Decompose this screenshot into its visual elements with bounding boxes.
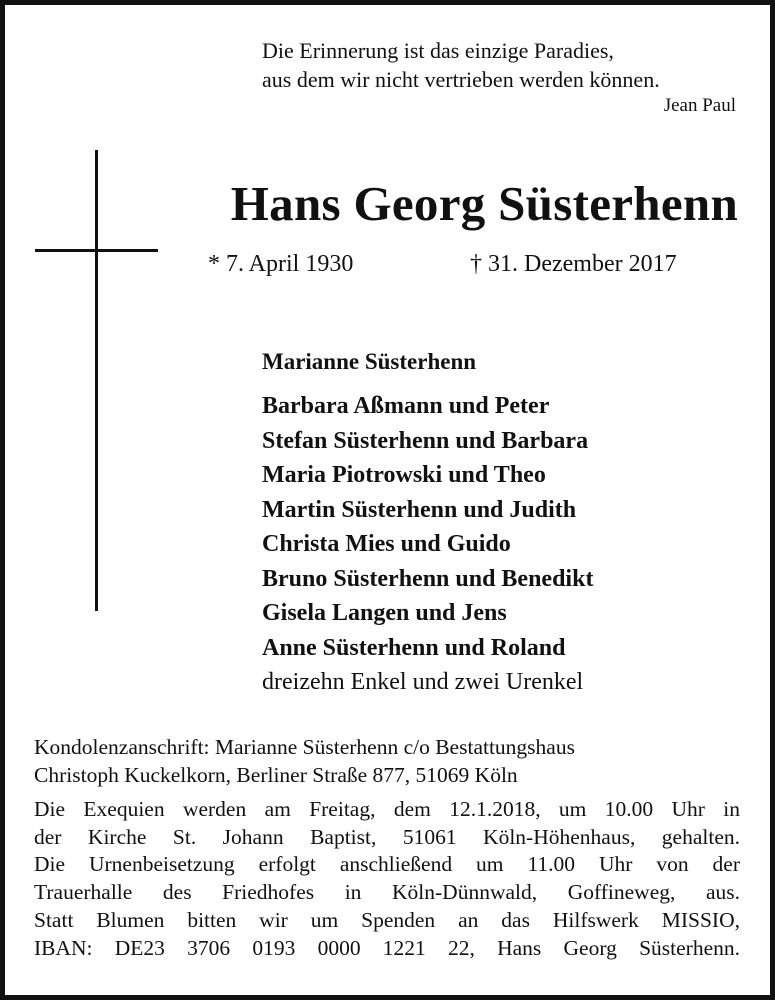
mourner-entry: Martin Süsterhenn und Judith <box>262 496 577 523</box>
service-info <box>34 796 740 962</box>
grandchildren-note: dreizehn Enkel und zwei Urenkel <box>262 669 584 695</box>
condolence-line: Kondolenzanschrift: Marianne Süsterhenn c/o Bestattungshaus <box>34 735 575 759</box>
death-date: † 31. Dezember 2017 <box>470 251 677 277</box>
service-line: der Kirche St. Johann Baptist, 51061 Köln-Höhenhaus, gehalten. <box>34 824 740 849</box>
deceased-name: Hans Georg Süsterhenn <box>230 176 738 231</box>
service-line: Trauerhalle des Friedhofes in Köln-Dünnwald, Goffineweg, aus. <box>34 880 740 905</box>
cross-vertical-bar <box>95 150 98 611</box>
mourner-entry: Christa Mies und Guido <box>262 531 511 557</box>
epigraph-line: aus dem wir nicht vertrieben werden können. <box>262 67 660 92</box>
mourner-entry: Gisela Langen und Jens <box>262 600 507 626</box>
epigraph <box>262 36 740 118</box>
condolence-line: Christoph Kuckelkorn, Berliner Straße 877, 51069 Köln <box>34 763 518 787</box>
epigraph-author: Jean Paul <box>663 95 736 116</box>
condolence-address <box>34 733 742 789</box>
service-line: Statt Blumen bitten wir um Spenden an das Hilfswerk MISSIO, <box>34 907 740 932</box>
service-line: IBAN: DE23 3706 0193 0000 1221 22, Hans Georg Süsterhenn. <box>34 935 740 960</box>
service-line: Die Exequien werden am Freitag, dem 12.1.2018, um 10.00 Uhr in <box>34 797 740 821</box>
mourner-entry: Bruno Süsterhenn und Benedikt <box>262 565 594 592</box>
service-line: Die Urnenbeisetzung erfolgt anschließend um 11.00 Uhr von der <box>34 852 740 877</box>
mourner-entry: Anne Süsterhenn und Roland <box>262 634 566 661</box>
cross-horizontal-bar <box>35 249 158 252</box>
mourner-entry: Maria Piotrowski und Theo <box>262 462 546 488</box>
mourner-spouse: Marianne Süsterhenn <box>262 349 477 374</box>
birth-date: * 7. April 1930 <box>208 251 354 277</box>
mourner-entry: Barbara Aßmann und Peter <box>262 393 550 419</box>
epigraph-line: Die Erinnerung ist das einzige Paradies, <box>262 38 614 63</box>
mourners-list <box>262 346 732 699</box>
mourner-entry: Stefan Süsterhenn und Barbara <box>262 427 589 454</box>
